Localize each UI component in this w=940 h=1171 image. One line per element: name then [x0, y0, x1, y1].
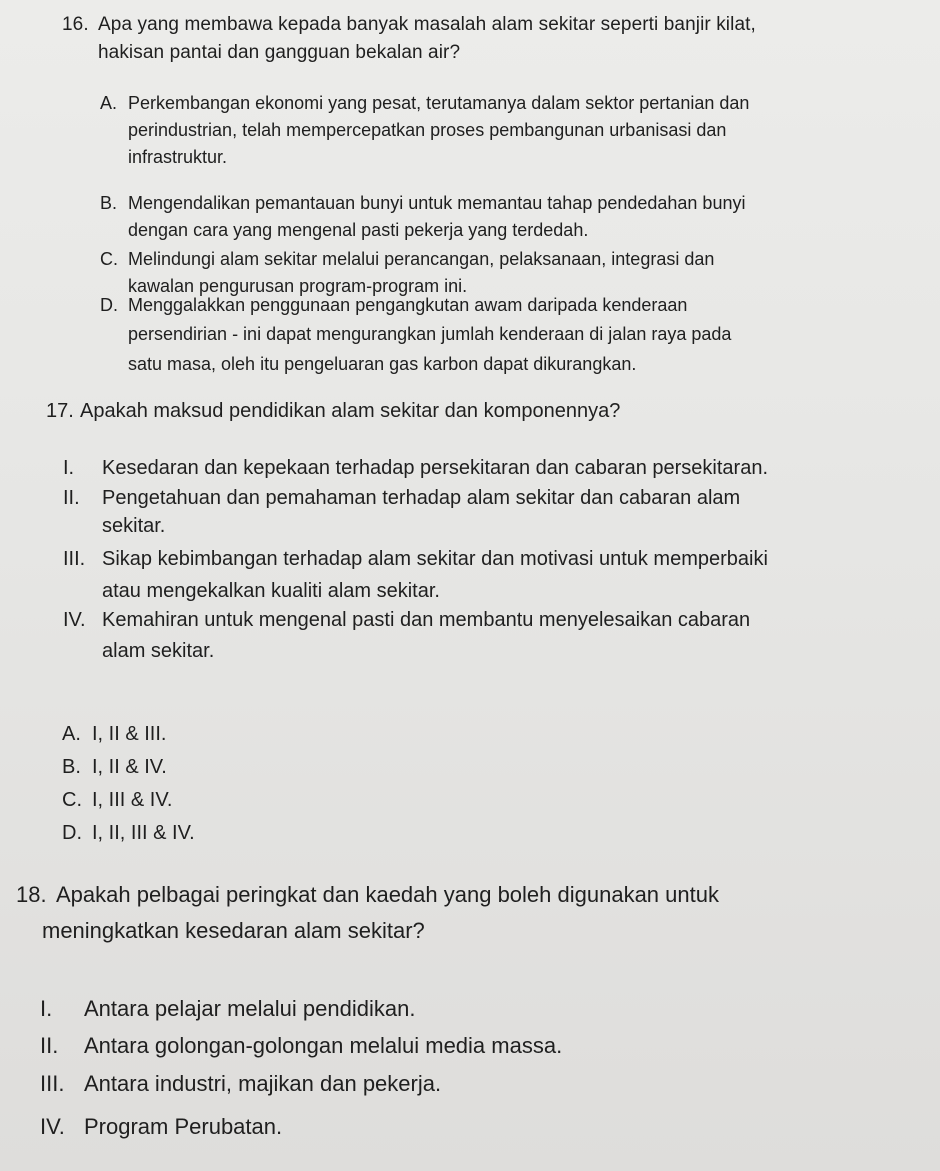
statement-text-line: Kesedaran dan kepekaan terhadap persekitaran dan cabaran persekitaran. — [102, 457, 769, 479]
question-number: 17. — [46, 400, 74, 422]
question-number: 18. — [16, 882, 47, 907]
statement-text: Antara industri, majikan dan pekerja. — [84, 1071, 442, 1096]
option-letter: C. — [100, 249, 118, 269]
answer-option-letter: C. — [62, 789, 82, 811]
answer-option-text: I, III & IV. — [92, 789, 173, 811]
option-text-line: Mengendalikan pemantauan bunyi untuk memantau tahap pendedahan bunyi — [128, 193, 746, 213]
statement-text-line: alam sekitar. — [102, 640, 215, 662]
statement-text-line: Kemahiran untuk mengenal pasti dan membantu menyelesaikan cabaran — [102, 609, 751, 631]
option-text-line: Melindungi alam sekitar melalui perancangan, pelaksanaan, integrasi dan — [128, 249, 715, 269]
answer-option-text: I, II & IV. — [92, 756, 167, 778]
answer-option-text: I, II & III. — [92, 723, 167, 745]
statement-text-line: Sikap kebimbangan terhadap alam sekitar dan motivasi untuk memperbaiki — [102, 548, 768, 570]
option-text-line: persendirian - ini dapat mengurangkan jumlah kenderaan di jalan raya pada — [128, 324, 732, 344]
question-text-line: Apa yang membawa kepada banyak masalah alam sekitar seperti banjir kilat, — [98, 14, 756, 35]
option-text-line: Menggalakkan penggunaan pengangkutan awam daripada kenderaan — [128, 295, 688, 315]
statement-numeral: I. — [63, 457, 75, 479]
statement-numeral: IV. — [63, 609, 86, 631]
option-letter: B. — [100, 193, 118, 213]
question-text: Apakah maksud pendidikan alam sekitar dan komponennya? — [80, 400, 621, 422]
option-text-line: infrastruktur. — [128, 147, 228, 167]
statement-text-line: sekitar. — [102, 515, 166, 537]
answer-option-letter: A. — [62, 723, 81, 745]
statement-numeral: II. — [40, 1033, 59, 1058]
statement-numeral: IV. — [40, 1114, 65, 1139]
option-letter: D. — [100, 295, 118, 315]
option-text-line: Perkembangan ekonomi yang pesat, terutamanya dalam sektor pertanian dan — [128, 93, 750, 113]
statement-numeral: II. — [63, 487, 80, 509]
option-text-line: perindustrian, telah mempercepatkan proses pembangunan urbanisasi dan — [128, 120, 727, 140]
option-text-line: satu masa, oleh itu pengeluaran gas karbon dapat dikurangkan. — [128, 354, 637, 374]
statement-text-line: atau mengekalkan kualiti alam sekitar. — [102, 580, 440, 602]
question-text-line: hakisan pantai dan gangguan bekalan air? — [98, 42, 461, 63]
option-text-line: kawalan pengurusan program-program ini. — [128, 276, 468, 296]
question-text-line: meningkatkan kesedaran alam sekitar? — [42, 918, 425, 943]
question-number: 16. — [62, 14, 89, 35]
option-text-line: dengan cara yang mengenal pasti pekerja yang terdedah. — [128, 220, 589, 240]
statement-text: Antara golongan-golongan melalui media massa. — [84, 1033, 563, 1058]
statement-text: Program Perubatan. — [84, 1114, 283, 1139]
answer-option-letter: B. — [62, 756, 81, 778]
statement-numeral: I. — [40, 996, 53, 1021]
answer-option-letter: D. — [62, 822, 82, 844]
statement-text: Antara pelajar melalui pendidikan. — [84, 996, 416, 1021]
statement-text-line: Pengetahuan dan pemahaman terhadap alam sekitar dan cabaran alam — [102, 487, 741, 509]
question-text-line: Apakah pelbagai peringkat dan kaedah yang boleh digunakan untuk — [56, 882, 719, 907]
statement-numeral: III. — [40, 1071, 65, 1096]
statement-numeral: III. — [63, 548, 86, 570]
answer-option-text: I, II, III & IV. — [92, 822, 195, 844]
option-letter: A. — [100, 93, 118, 113]
